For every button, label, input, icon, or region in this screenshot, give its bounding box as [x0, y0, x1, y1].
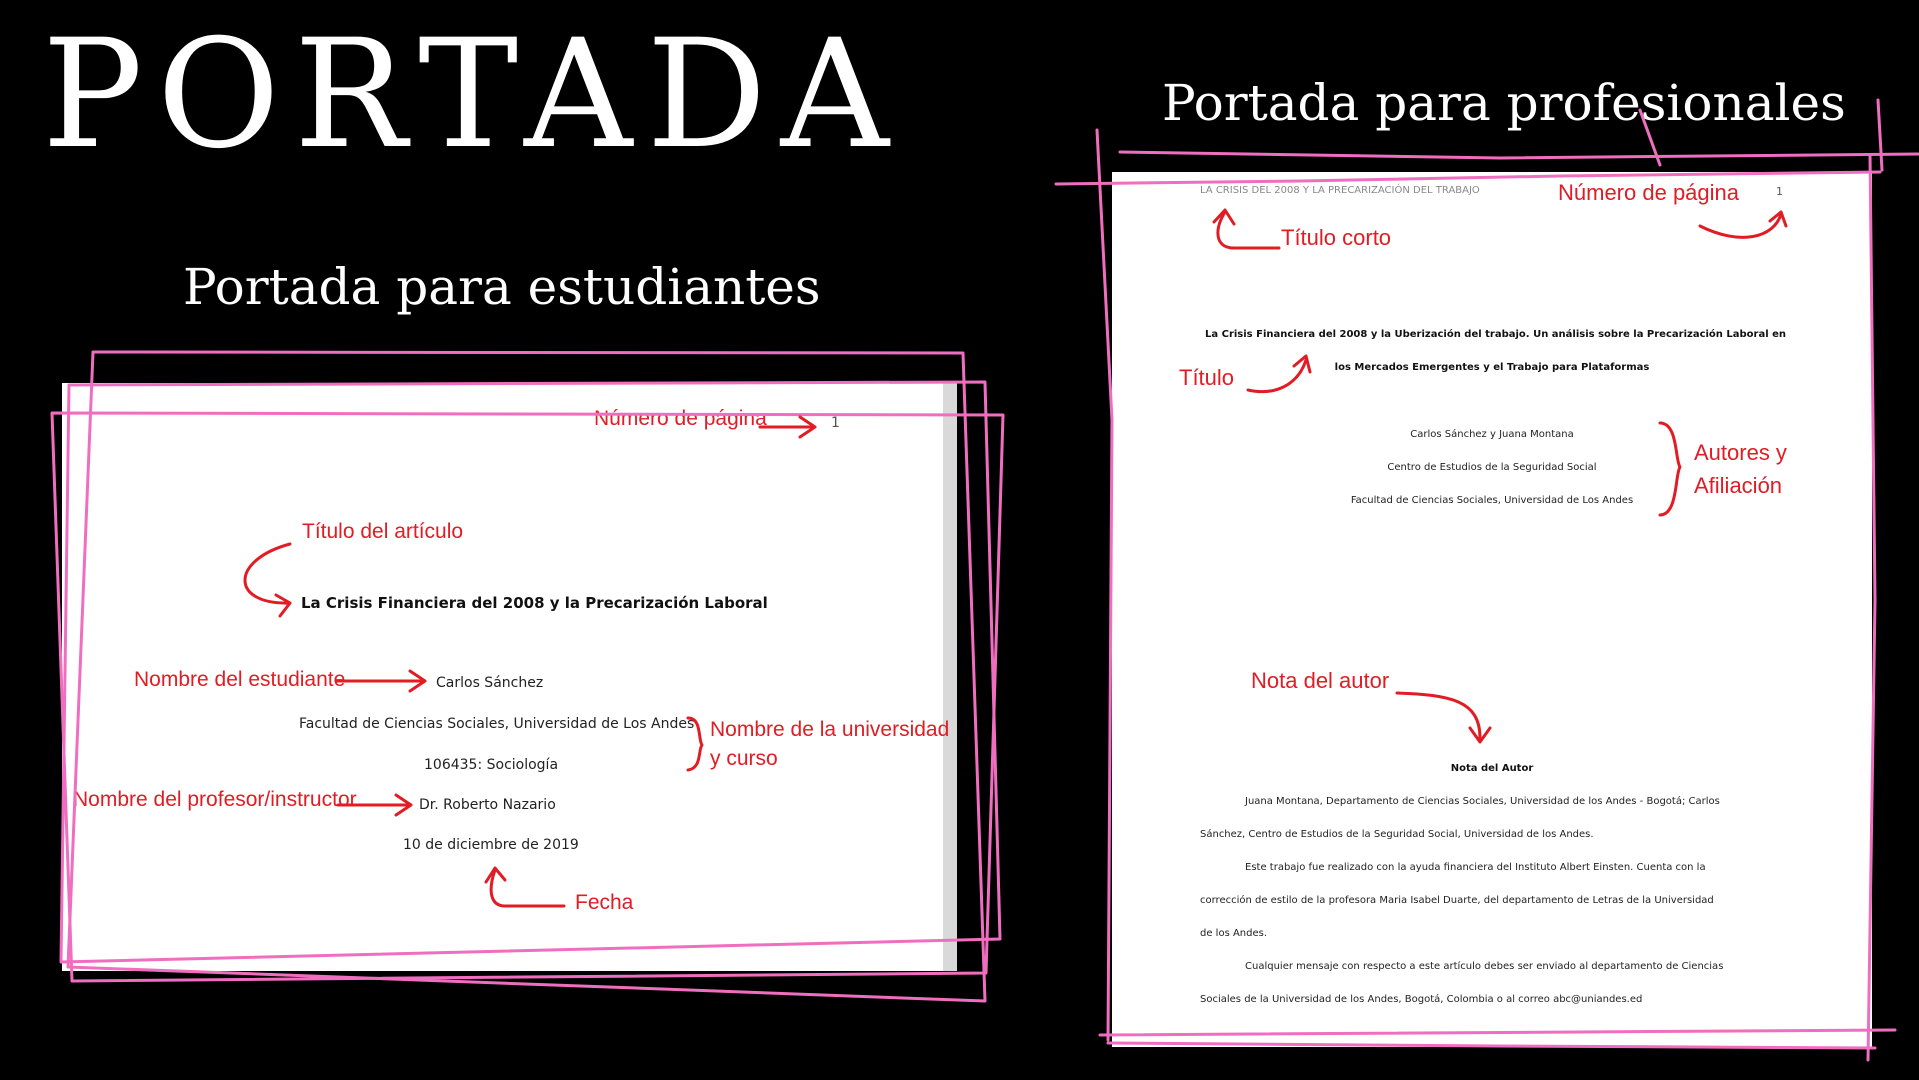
pro-title-line1: La Crisis Financiera del 2008 y la Uberización del trabajo. Un análisis sobre la Precarización Laboral en	[1205, 329, 1787, 340]
annotation-student-name: Nombre del estudiante	[134, 668, 346, 691]
student-page-number: 1	[831, 415, 840, 431]
pro-note-line: Juana Montana, Departamento de Ciencias Sociales, Universidad de los Andes - Bogotá; Carlos	[1245, 796, 1720, 807]
pro-page-number: 1	[1776, 185, 1783, 198]
annotation-university-line1: Nombre de la universidad	[710, 718, 950, 741]
pro-authors: Carlos Sánchez y Juana Montana	[1410, 429, 1574, 440]
main-title: PORTADA	[42, 8, 903, 182]
pro-note-line: Sociales de la Universidad de los Andes, Bogotá, Colombia o al correo abc@uniandes.ed	[1200, 994, 1643, 1005]
students-heading: Portada para estudiantes	[183, 258, 821, 316]
pro-note-line: corrección de estilo de la profesora Maria Isabel Duarte, del departamento de Letras de la Universidad	[1200, 895, 1714, 906]
student-professor: Dr. Roberto Nazario	[419, 797, 556, 813]
pro-note-line: Sánchez, Centro de Estudios de la Seguridad Social, Universidad de los Andes.	[1200, 829, 1594, 840]
annotation-article-title: Título del artículo	[302, 520, 464, 543]
pro-note-line: de los Andes.	[1200, 928, 1268, 939]
student-name: Carlos Sánchez	[436, 675, 544, 691]
student-article-title: La Crisis Financiera del 2008 y la Precarización Laboral	[301, 594, 768, 612]
annotation-pro-page-number: Número de página	[1558, 180, 1740, 205]
pro-note-line: Cualquier mensaje con respecto a este artículo debes ser enviado al departamento de Ciencias	[1245, 961, 1724, 972]
student-course: 106435: Sociología	[424, 757, 559, 773]
annotation-author-note: Nota del autor	[1251, 668, 1390, 693]
student-date: 10 de diciembre de 2019	[403, 837, 579, 853]
annotation-short-title: Título corto	[1281, 225, 1392, 250]
student-university: Facultad de Ciencias Sociales, Universidad de Los Andes	[299, 716, 695, 732]
pro-affiliation-2: Facultad de Ciencias Sociales, Universidad de Los Andes	[1350, 495, 1634, 506]
professional-cover-page	[1112, 172, 1872, 1047]
annotation-date: Fecha	[575, 891, 634, 914]
annotation-student-page-number: Número de página	[594, 407, 767, 430]
pro-running-head: LA CRISIS DEL 2008 Y LA PRECARIZACIÓN DEL TRABAJO	[1200, 185, 1480, 196]
annotation-authors-line2: Afiliación	[1694, 473, 1783, 498]
pro-note-heading: Nota del Autor	[1450, 763, 1534, 774]
annotation-authors-line1: Autores y	[1694, 440, 1787, 465]
page-scrollbar[interactable]	[943, 383, 957, 971]
pro-title-line2: los Mercados Emergentes y el Trabajo para Plataformas	[1334, 362, 1650, 373]
pro-affiliation-1: Centro de Estudios de la Seguridad Social	[1387, 462, 1597, 473]
annotation-university-line2: y curso	[710, 747, 778, 770]
pro-note-line: Este trabajo fue realizado con la ayuda financiera del Instituto Albert Einsten. Cuenta con la	[1245, 862, 1706, 873]
annotation-title: Título	[1179, 365, 1235, 390]
annotation-professor: Nombre del profesor/instructor	[73, 788, 357, 811]
professionals-heading: Portada para profesionales	[1162, 74, 1846, 132]
